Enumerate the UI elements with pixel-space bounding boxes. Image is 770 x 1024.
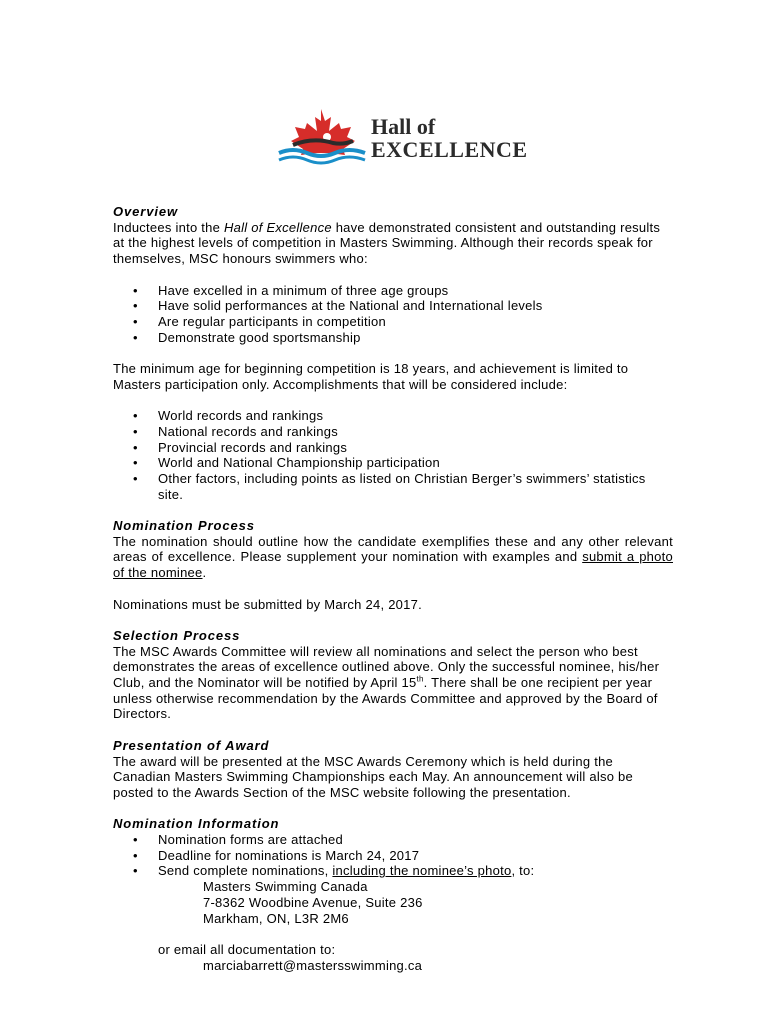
criteria-list [113,283,673,346]
nomination-process-text: The nomination should outline how the candidate exemplifies these and any other relevant areas of excellence. Please supplement your nomination with examples and submit a photo of the nominee. [113,533,673,581]
minimum-age-text: The minimum age for beginning competition is 18 years, and achievement is limited to Masters participation only. Accomplishments that will be considered include: [113,361,629,392]
hall-of-excellence-emphasis: Hall of Excellence [224,219,332,235]
presentation-text: The award will be presented at the MSC Awards Ceremony which is held during the Canadian Masters Swimming Championships each May. An announcement will also be posted to the Awards Section of the MSC website following the presentation. [113,753,634,800]
nomination-info-heading: Nomination Information [113,816,280,832]
hall-of-excellence-logo [273,107,528,167]
list-item: • National records and rankings [133,423,338,439]
address-line: Markham, ON, L3R 2M6 [203,910,349,926]
list-item: • Other factors, including points as listed on Christian Berger’s swimmers’ statistics site. [133,470,646,502]
list-item: • World and National Championship participation [133,455,440,471]
photo-requirement-underline: submit a photo of the nominee [113,549,673,581]
address-line: Masters Swimming Canada [203,879,368,895]
or-email-text: or email all documentation to: [158,941,336,957]
logo-title-line2: EXCELLENCE [371,137,528,162]
list-item: • Have solid performances at the National and International levels [133,298,543,314]
contact-email: marciabarrett@mastersswimming.ca [203,957,423,973]
list-item: • World records and rankings [133,408,324,424]
overview-heading: Overview [113,204,179,219]
list-item: • Have excelled in a minimum of three age groups [133,282,449,298]
photo-underline: including the nominee’s photo [332,863,512,879]
list-item: • Deadline for nominations is March 24, 2017 [133,847,420,863]
list-item: • Are regular participants in competition [133,313,386,329]
nomination-process-heading: Nomination Process [113,518,255,533]
address-line: 7-8362 Woodbine Avenue, Suite 236 [203,894,423,910]
presentation-heading: Presentation of Award [113,737,270,753]
list-item: • Nomination forms are attached [133,832,344,847]
nomination-deadline-text: Nominations must be submitted by March 24, 2017. [113,596,422,612]
document-body [113,204,673,973]
list-item: • Demonstrate good sportsmanship [133,329,361,345]
nomination-info-list [113,832,673,879]
overview-intro: Inductees into the Hall of Excellence have demonstrated consistent and outstanding results at the highest levels of competition in Masters Swimming. Although their records speak for themselves, MSC honours swimmers who: [113,219,661,267]
maple-leaf-swimmer-icon [273,107,369,167]
selection-process-heading: Selection Process [113,627,241,643]
accomplishments-list [113,408,673,502]
logo-title-line1: Hall of [371,114,436,139]
list-item: • Provincial records and rankings [133,439,348,455]
selection-process-text: The MSC Awards Committee will review all nominations and select the person who best demonstrates the areas of excellence outlined above. Only the successful nominee, his/her Club, and the Nominator will be notified by April 15th. There shall be one recipient per year unless otherwise recommendation by the Awards Committee and approved by the Board of Directors. [113,643,660,722]
list-item: • Send complete nominations, including the nominee’s photo, to: [133,863,535,879]
